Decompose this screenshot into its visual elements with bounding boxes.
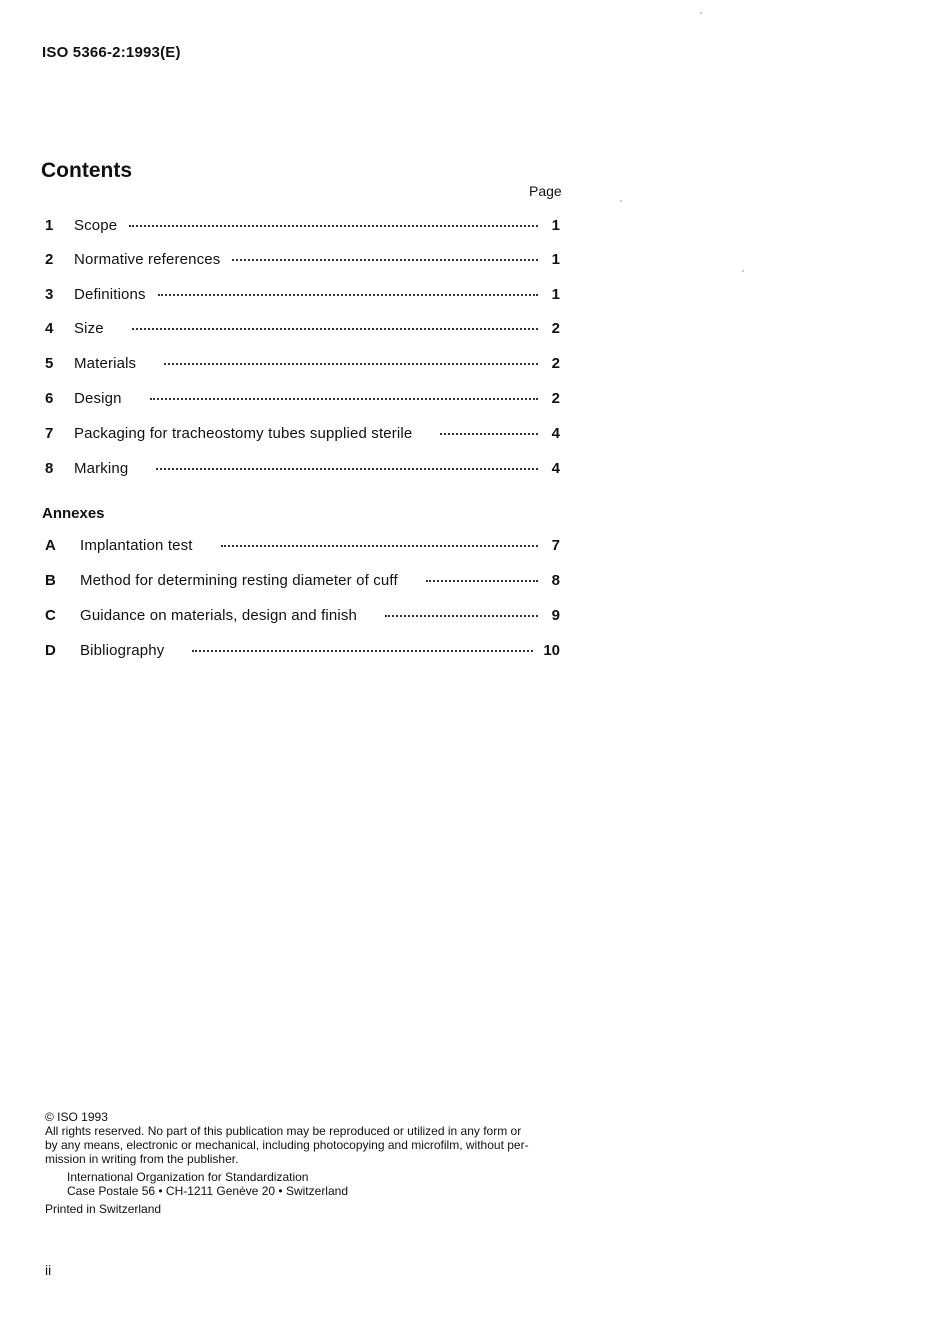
toc-entry-number: 7 [45,425,54,442]
toc-entry-title: Method for determining resting diameter of cuff [80,572,398,589]
toc-entry-clause-6[interactable] [45,390,560,412]
dot-leader [132,327,538,330]
toc-entry-page: 1 [551,251,560,268]
toc-entry-annex-b[interactable] [45,572,560,594]
rights-text-line-1: All rights reserved. No part of this publication may be reproduced or utilized in any form or [45,1124,522,1138]
document-id: ISO 5366-2:1993(E) [42,44,181,61]
toc-entry-letter: B [45,572,56,589]
toc-entry-page: 8 [551,572,560,589]
organization-address: Case Postale 56 • CH-1211 Genève 20 • Switzerland [67,1184,348,1198]
toc-entry-title: Materials [74,355,137,372]
toc-entry-page: 7 [551,537,560,554]
dot-leader [221,544,538,547]
toc-entry-number: 1 [45,217,54,234]
rights-text-line-3: mission in writing from the publisher. [45,1152,239,1166]
toc-entry-page: 1 [551,217,560,234]
annexes-heading: Annexes [42,505,105,522]
toc-entry-annex-d[interactable] [45,642,560,664]
copyright-notice [45,1110,570,1216]
toc-entry-letter: D [45,642,56,659]
toc-entry-title: Implantation test [80,537,193,554]
toc-entry-clause-3[interactable] [45,286,560,308]
toc-entry-annex-a[interactable] [45,537,560,559]
toc-entry-page: 2 [551,390,560,407]
toc-entry-page: 2 [551,355,560,372]
dot-leader [440,432,538,435]
dot-leader [156,467,538,470]
toc-entry-clause-1[interactable] [45,217,560,239]
toc-entry-clause-8[interactable] [45,460,560,482]
toc-entry-number: 8 [45,460,54,477]
toc-entry-clause-7[interactable] [45,425,560,447]
organization-name: International Organization for Standardization [67,1170,309,1184]
dot-leader [232,258,538,261]
dot-leader [129,224,538,227]
dot-leader [192,649,533,652]
printed-in: Printed in Switzerland [45,1202,162,1216]
contents-heading: Contents [41,159,132,182]
toc-entry-number: 6 [45,390,54,407]
dot-leader [385,614,538,617]
toc-entry-clause-2[interactable] [45,251,560,273]
copyright-line: © ISO 1993 [45,1110,108,1124]
toc-entry-title: Scope [74,217,118,234]
toc-entry-page: 4 [551,460,560,477]
toc-entry-title: Marking [74,460,129,477]
scan-speck [620,200,622,202]
toc-entry-number: 4 [45,320,54,337]
toc-entry-page: 2 [551,320,560,337]
toc-entry-number: 2 [45,251,54,268]
toc-entry-title: Size [74,320,104,337]
toc-entry-title: Bibliography [80,642,165,659]
toc-entry-number: 5 [45,355,54,372]
toc-entry-annex-c[interactable] [45,607,560,629]
dot-leader [426,579,538,582]
toc-entry-page: 10 [543,642,560,659]
toc-entry-page: 9 [551,607,560,624]
toc-entry-title: Definitions [74,286,146,303]
toc-entry-number: 3 [45,286,54,303]
dot-leader [150,397,538,400]
toc-entry-letter: A [45,537,56,554]
toc-entry-clause-5[interactable] [45,355,560,377]
dot-leader [164,362,538,365]
page-folio: ii [45,1262,52,1278]
toc-entry-page: 4 [551,425,560,442]
toc-entry-title: Design [74,390,122,407]
scan-speck [700,12,702,14]
dot-leader [158,293,538,296]
scan-speck [742,270,744,272]
toc-entry-clause-4[interactable] [45,320,560,342]
toc-entry-page: 1 [551,286,560,303]
toc-entry-title: Guidance on materials, design and finish [80,607,357,624]
toc-entry-title: Normative references [74,251,221,268]
toc-entry-letter: C [45,607,56,624]
page-column-label: Page [529,183,562,199]
rights-text-line-2: by any means, electronic or mechanical, including photocopying and microfilm, without per- [45,1138,529,1152]
toc-entry-title: Packaging for tracheostomy tubes supplied sterile [74,425,413,442]
